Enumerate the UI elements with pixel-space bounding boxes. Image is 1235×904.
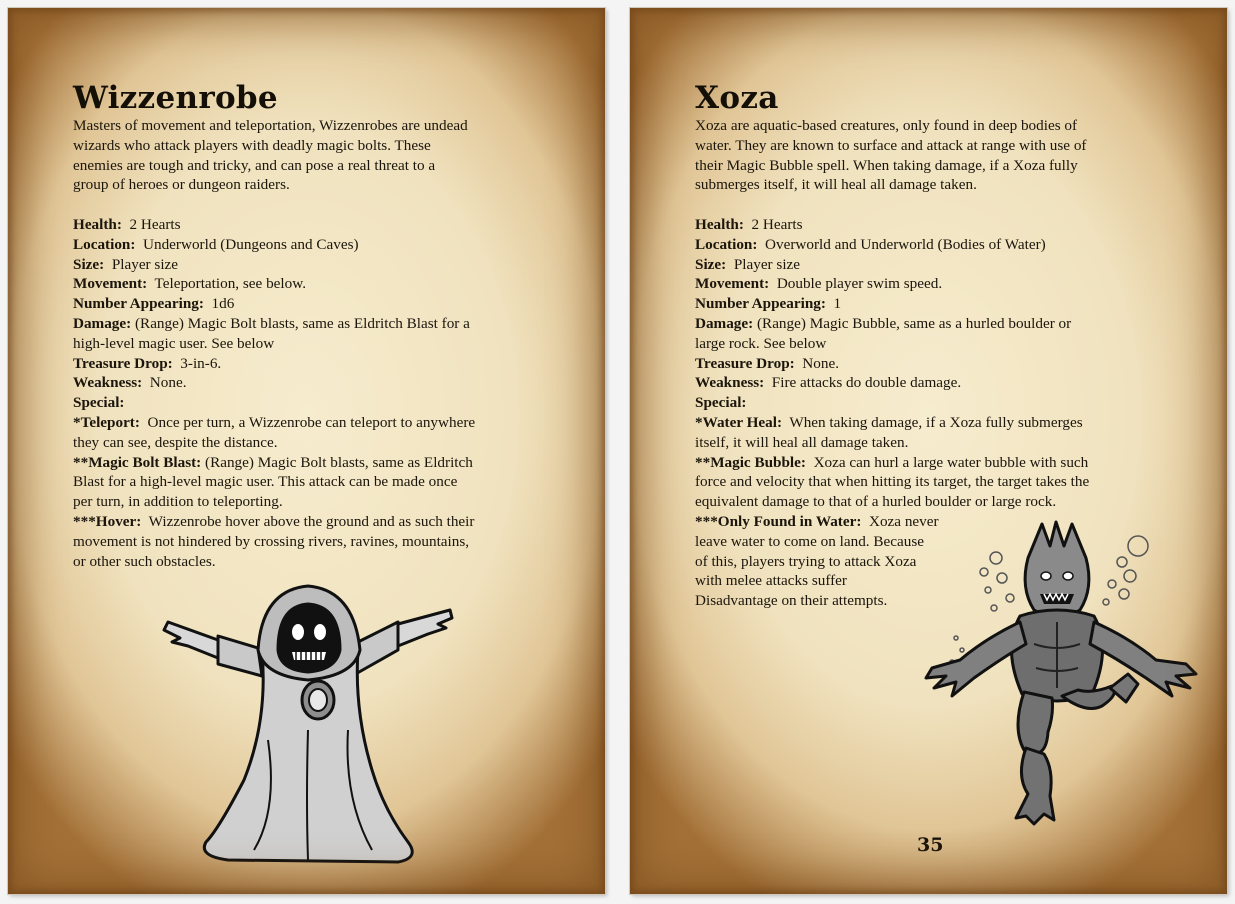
stat-treasure-drop: Treasure Drop: 3-in-6. (73, 354, 222, 372)
special-heading: Special: (695, 394, 747, 412)
stat-damage: Damage: (Range) Magic Bolt blasts, same as Eldritch Blast for a (73, 314, 470, 332)
intro-line: submerges itself, it will heal all damage taken. (695, 176, 977, 194)
page-right (630, 8, 1227, 894)
stat-damage: Damage: (Range) Magic Bubble, same as a hurled boulder or (695, 314, 1072, 332)
stat-health: Health: 2 Hearts (73, 215, 181, 233)
monster-description (73, 116, 475, 571)
stat-weakness: Weakness: Fire attacks do double damage. (695, 374, 962, 392)
intro-line: wizards who attack players with deadly magic bolts. These (73, 136, 431, 154)
special-cont: leave water to come on land. Because (695, 532, 924, 550)
stat-health: Health: 2 Hearts (695, 215, 803, 233)
intro-line: enemies are tough and tricky, and can pose a real threat to a (73, 156, 436, 174)
stat-size: Size: Player size (695, 255, 801, 273)
special-cont: force and velocity that when hitting its target, the target takes the (695, 473, 1090, 491)
special-cont: Disadvantage on their attempts. (695, 592, 888, 610)
special-magic-bubble: **Magic Bubble: Xoza can hurl a large water bubble with such (695, 453, 1089, 471)
stat-movement: Movement: Teleportation, see below. (73, 275, 307, 293)
stat-treasure-drop: Treasure Drop: None. (695, 354, 839, 372)
page-left (8, 8, 605, 894)
stat-number-appearing: Number Appearing: 1 (695, 295, 842, 313)
intro-line: water. They are known to surface and attack at range with use of (695, 136, 1087, 154)
special-hover: ***Hover: Wizzenrobe hover above the ground and as such their (73, 512, 475, 530)
special-only-found-in-water: ***Only Found in Water: Xoza never (695, 512, 939, 530)
special-water-heal: *Water Heal: When taking damage, if a Xoza fully submerges (695, 413, 1083, 431)
stat-damage-cont: high-level magic user. See below (73, 334, 275, 352)
intro-line: group of heroes or dungeon raiders. (73, 176, 290, 194)
special-heading: Special: (73, 394, 125, 412)
stat-damage-cont: large rock. See below (695, 334, 827, 352)
monster-title: Wizzenrobe (73, 80, 278, 116)
special-cont: equivalent damage to that of a hurled boulder or large rock. (695, 493, 1057, 511)
special-cont: they can see, despite the distance. (73, 433, 278, 451)
intro-line: Xoza are aquatic-based creatures, only found in deep bodies of (695, 117, 1078, 134)
stat-number-appearing: Number Appearing: 1d6 (73, 295, 235, 313)
special-cont: of this, players trying to attack Xoza (695, 552, 917, 570)
stat-size: Size: Player size (73, 255, 179, 273)
special-cont: Blast for a high-level magic user. This attack can be made once (73, 473, 458, 491)
fish-creature-illustration (916, 518, 1206, 838)
monster-title: Xoza (695, 80, 779, 116)
stat-movement: Movement: Double player swim speed. (695, 275, 943, 293)
special-cont: movement is not hindered by crossing rivers, ravines, mountains, (73, 532, 470, 550)
page-number: 35 (917, 834, 944, 856)
special-cont: per turn, in addition to teleporting. (73, 493, 283, 511)
special-teleport: *Teleport: Once per turn, a Wizzenrobe can teleport to anywhere (73, 413, 476, 431)
stat-location: Location: Underworld (Dungeons and Caves) (73, 235, 359, 253)
special-cont: with melee attacks suffer (695, 572, 847, 590)
stat-weakness: Weakness: None. (73, 374, 187, 392)
special-cont: itself, it will heal all damage taken. (695, 433, 909, 451)
stat-location: Location: Overworld and Underworld (Bodies of Water) (695, 235, 1046, 253)
intro-line: Masters of movement and teleportation, Wizzenrobes are undead (73, 117, 468, 134)
special-magic-bolt: **Magic Bolt Blast: (Range) Magic Bolt blasts, same as Eldritch (73, 453, 473, 471)
intro-line: their Magic Bubble spell. When taking damage, if a Xoza fully (695, 156, 1078, 174)
hooded-wizard-illustration (158, 580, 458, 865)
special-cont: or other such obstacles. (73, 552, 216, 570)
